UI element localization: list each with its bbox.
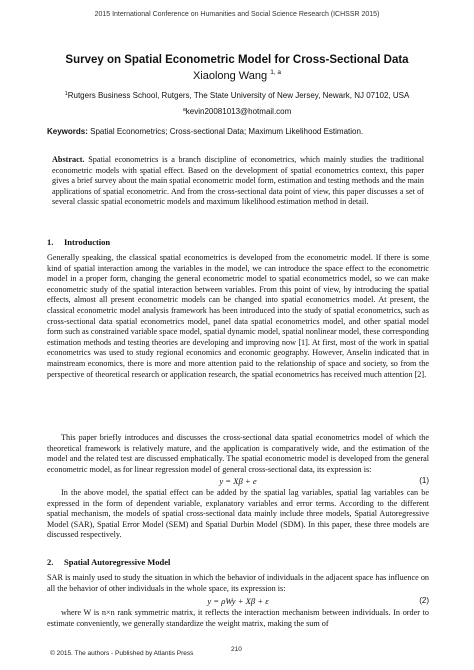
equation-1 [47,476,429,487]
section-heading-introduction [47,237,110,247]
equation-1-number: (1) [419,476,429,485]
email-text: kevin20081013@hotmail.com [185,107,292,116]
intro-paragraph-2: This paper briefly introduces and discusses the cross-sectional data spatial econometrics model of which the theoretical framework is relatively mature, and the application is comparatively wide, and the estimation of the model and the related test are discussed emphatically. The spatial econometric model is developed from the general econometric model, as for linear regression model of general cross-sectional data, its expression is: [47,433,429,474]
section-number: 2. [47,557,54,567]
section-number: 1. [47,237,54,247]
sar-paragraph-2: where W is n×n rank symmetric matrix, it reflects the interaction mechanism between individuals. In order to estimate conveniently, we generally standardize the weight matrix, making the sum of [47,608,429,628]
abstract [52,155,424,208]
intro-paragraph-3: In the above model, the spatial effect can be added by the spatial lag variables, spatial lag variables can be expressed in the form of dependent variable, explanatory variables and error terms. According to the different spatial mechanism, the models of spatial cross-sectional data mainly include three models, Spatial Autoregressive Model (SAR), Spatial Error Model (SEM) and Spatial Durbin Model (SDM). In this paper, these three models are discussed respectively. [47,488,429,540]
keywords-label: Keywords: [47,127,88,136]
email-mark: a [182,107,186,113]
equation-2 [47,596,429,607]
author-line [0,69,474,82]
section-heading-sar [47,557,170,567]
keywords-text: Spatial Econometrics; Cross-sectional Data; Maximum Likelihood Estimation. [90,127,364,136]
affiliation-mark: 1 [64,91,68,97]
page-number: 210 [231,646,242,653]
abstract-text: Spatial econometrics is a branch discipline of econometrics, which mainly studies the traditional econometric models with spatial effect. Based on the development of spatial econometrics context, this paper gives a brief survey about the main spatial econometric model form, estimation and testing methods and the main applications of spatial econometric. And from the cross-sectional data point of view, this paper discusses a set of several classic spatial econometric models and maximum likelihood estimation method in detail. [52,155,424,207]
conference-header: 2015 International Conference on Humanities and Social Science Research (ICHSSR 2015) [94,11,380,18]
footer-copyright: © 2015. The authors - Published by Atlantis Press [50,650,194,657]
abstract-label: Abstract. [52,155,85,164]
author-name: Xiaolong Wang [192,70,268,82]
equation-2-formula: y = ρWy + Xβ + ε [207,596,269,606]
affiliation [0,91,474,100]
keywords [47,127,437,136]
author-email [0,107,474,116]
section-title: Spatial Autoregressive Model [64,557,171,567]
affiliation-text: Rutgers Business School, Rutgers, The State University of New Jersey, Newark, NJ 07102, USA [67,91,410,100]
equation-2-number: (2) [419,596,429,605]
equation-1-formula: y = Xβ + e [219,476,257,486]
intro-paragraph-1: Generally speaking, the classical spatial econometrics is developed from the econometric model. If there is some kind of spatial interaction among the variables in the model, we can introduce the space effect to the econometric model in a proper form, changing the general econometric model to spatial econometrics model, so we can make econometric study of the spatial interaction between variables. From this point of view, by introducing the spatial effects, almost all present econometric models can be changed into spatial econometrics model. At present, the classical econometric model analysis framework has been introduced into the study of spatial econometrics, such as cross-sectional data spatial econometrics model, panel data spatial econometrics model, and other spatial model form such as constrained variable space model, spatial dynamic model, spatial nonlinear model, these corresponding estimation methods and testing theories are developing and improving now [1]. At first, most of the work in spatial econometrics was used to study regional economics and economic geography. However, Anselin indicated that in mainstream economics, there is more and more attention paid to the relationship of space and society, so from the perspective of theoretical research or application research, the spatial econometrics has received much attention [2]. [47,253,429,379]
paper-title: Survey on Spatial Econometric Model for Cross-Sectional Data [65,54,409,66]
author-marks: 1, a [270,69,282,76]
sar-paragraph-1: SAR is mainly used to study the situation in which the behavior of individuals in the adjacent space has influence on all the behavior of other individuals in the whole space, its expression is: [47,573,430,593]
section-title: Introduction [64,237,111,247]
